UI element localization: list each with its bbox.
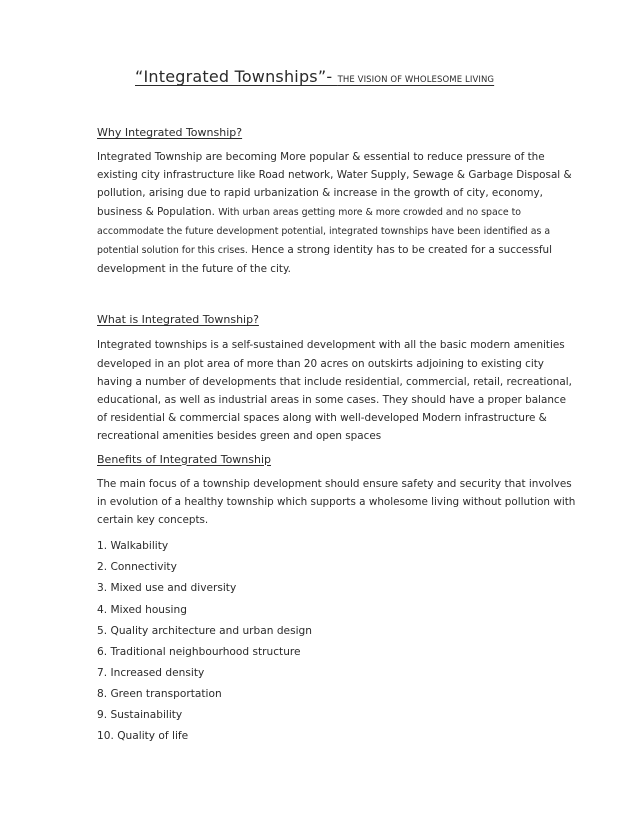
list-item: 3. Mixed use and diversity <box>97 582 237 595</box>
list-item: 2. Connectivity <box>97 561 177 574</box>
list-item: 8. Green transportation <box>97 687 222 700</box>
list-item: 1. Walkability <box>97 540 169 553</box>
list-item: 7. Increased density <box>97 666 205 679</box>
heading-benefits: Benefits of Integrated Township <box>97 452 272 466</box>
paragraph-why-integrated-township <box>97 148 578 278</box>
title-subtitle: THE VISION OF WHOLESOME LIVING <box>337 75 495 85</box>
list-item: 10. Quality of life <box>97 730 189 743</box>
paragraph-why-part2: With urban areas getting more & more crowded and no space to accommodate the future development potential, integrated townships have been identified as a potential solution for this crises. <box>97 206 551 257</box>
heading-what-is-integrated-township: What is Integrated Township? <box>97 313 259 327</box>
list-item: 9. Sustainability <box>97 709 183 721</box>
list-item: 5. Quality architecture and urban design <box>97 624 312 637</box>
paragraph-why-part3: Hence a strong identity has to be created for a successful development in the future of the city. <box>97 244 552 276</box>
benefits-list <box>97 536 578 747</box>
paragraph-benefits: The main focus of a township development should ensure safety and security that involves in evolution of a healthy township which supports a wholesome living without pollution with certain key concepts. <box>97 477 576 527</box>
paragraph-why-part1: Integrated Township are becoming More popular & essential to reduce pressure of the existing city infrastructure like Road network, Water Supply, Sewage & Garbage Disposal & pollution, arising due to rapid urbanization & increase in the growth of city, economy, business & Population. <box>97 151 572 218</box>
heading-why-integrated-township: Why Integrated Township? <box>97 126 243 139</box>
list-item: 4. Mixed housing <box>97 603 187 616</box>
title-main: “Integrated Townships”- <box>135 67 338 86</box>
list-item: 6. Traditional neighbourhood structure <box>97 645 301 658</box>
document-title <box>135 66 578 91</box>
paragraph-what-is-integrated-township: Integrated townships is a self-sustained development with all the basic modern amenities developed in an plot area of more than 20 acres on outskirts adjoining to existing city having a number of developments that include residential, commercial, retail, recreational, educational, as well as industrial areas in some cases. They should have a proper balance of residential & commercial spaces along with well-developed Modern infrastructure & recreational amenities besides green and open spaces <box>97 339 572 443</box>
